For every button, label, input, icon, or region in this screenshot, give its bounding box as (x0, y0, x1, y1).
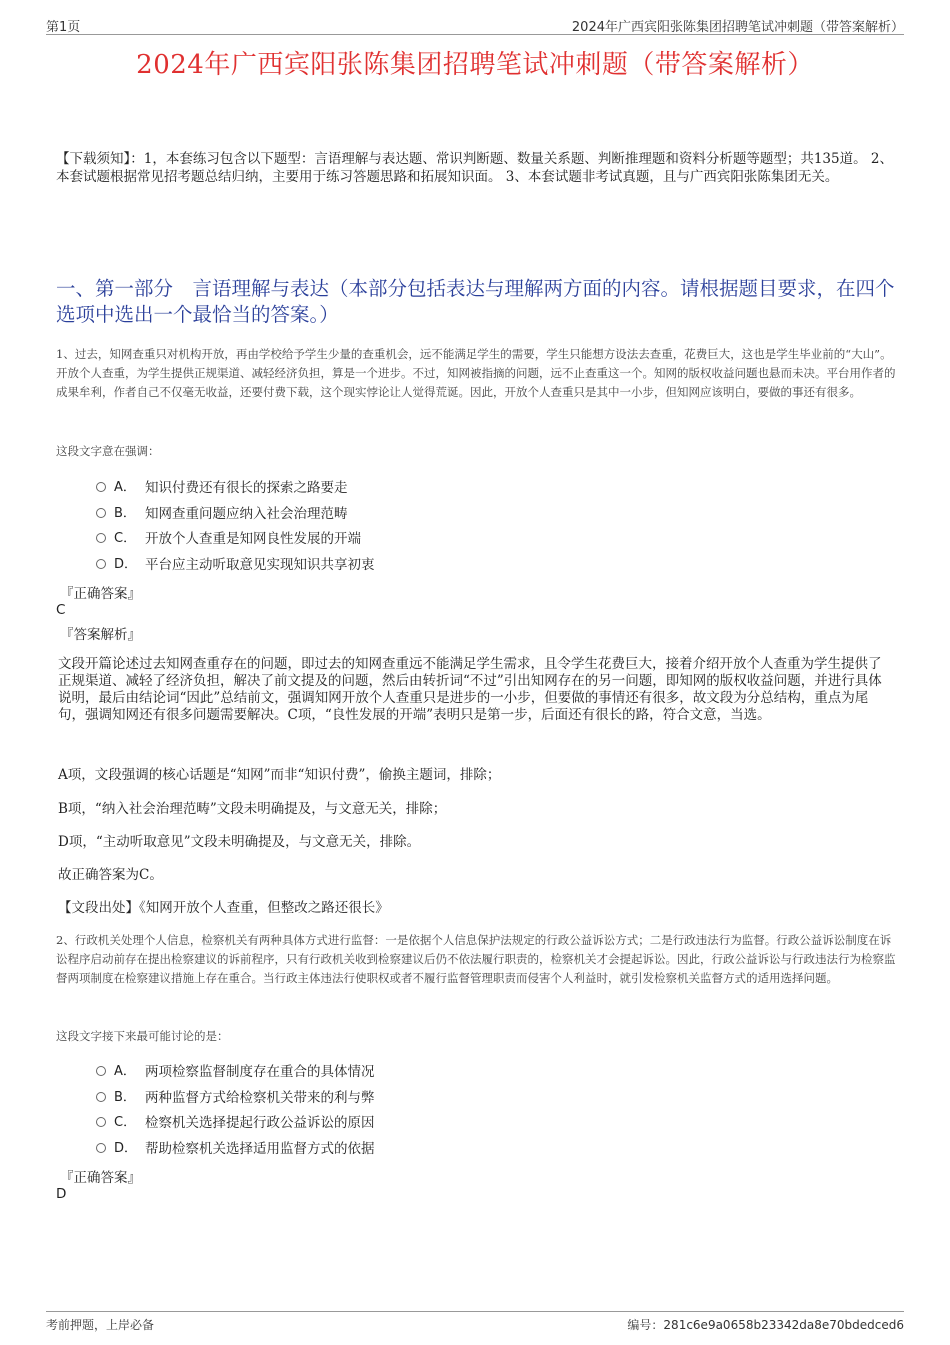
option-text: 知识付费还有很长的探索之路要走 (145, 480, 348, 496)
download-notice: 【下载须知】：1，本套练习包含以下题型：言语理解与表达题、常识判断题、数量关系题、判断推理题和资料分析题等题型；共135道。 2、本套试题根据常见招考题总结归纳，主要用于练习答题思路和拓展知识面。 3、本套试题非考试真题，且与广西宾阳张陈集团无关。 (56, 151, 893, 185)
header-doc-title: 2024年广西宾阳张陈集团招聘笔试冲刺题（带答案解析） (571, 20, 904, 35)
option-text: 检察机关选择提起行政公益诉讼的原因 (145, 1115, 375, 1132)
text-source: 【文段出处】《知网开放个人查重，但整改之路还很长》 (58, 900, 389, 916)
question-1-options (96, 476, 796, 578)
page-header (46, 14, 904, 35)
question-2-options (96, 1060, 796, 1162)
correct-answer: D (56, 1186, 67, 1202)
document-id: 编号：281c6e9a0658b23342da8e70bdedced6 (627, 1318, 904, 1332)
option-text: 开放个人查重是知网良性发展的开端 (145, 531, 361, 548)
question-1-text: 1、过去，知网查重只对机构开放，再由学校给予学生少量的查重机会，远不能满足学生的需要，学生只能想方设法去查重，花费巨大，这也是学生毕业前的“大山”。开放个人查重，为学生提供正规渠道、减轻经济负担，算是一个进步。不过，知网被指摘的问题，远不止查重这一个。知网的版权收益问题也悬而未决。平台用作者的成果牟利，作者自己不仅毫无收益，还要付费下载，这个现实悖论让人觉得荒诞。因此，开放个人查重只是其中一小步，但知网应该明白，要做的事还有很多。 (56, 347, 896, 399)
option-a[interactable] (96, 476, 796, 502)
analysis-line-b: B项，“纳入社会治理范畴”文段未明确提及，与文意无关，排除； (58, 801, 447, 817)
radio-icon[interactable] (96, 482, 106, 492)
option-text: 两种监督方式给检察机关带来的利与弊 (145, 1089, 375, 1106)
radio-icon[interactable] (96, 559, 106, 569)
option-text: 知网查重问题应纳入社会治理范畴 (145, 505, 348, 522)
radio-icon[interactable] (96, 1066, 106, 1076)
page-footer (46, 1311, 904, 1332)
correct-answer: C (56, 602, 66, 618)
option-c[interactable] (96, 527, 796, 553)
radio-icon[interactable] (96, 508, 106, 518)
question-2-prompt: 这段文字接下来最可能讨论的是： (56, 1029, 229, 1043)
option-letter: D． (114, 556, 138, 572)
analysis-line-a: A项，文段强调的核心话题是“知网”而非“知识付费”，偷换主题词，排除； (58, 767, 501, 783)
option-a[interactable] (96, 1060, 796, 1086)
option-d[interactable] (96, 553, 796, 579)
question-2-text: 2、行政机关处理个人信息，检察机关有两种具体方式进行监督：一是依据个人信息保护法规定的行政公益诉讼方式；二是行政违法行为监督。行政公益诉讼制度在诉讼程序启动前存在提出检察建议的诉前程序，只有行政机关收到检察建议后仍不依法履行职责的，检察机关才会提起诉讼。因此，行政公益诉讼与行政违法行为检察监督两项制度在检察建议措施上存在重合。当行政主体违法行使职权或者不履行监督管理职责而侵害个人利益时，就引发检察机关监督方式的适用选择问题。 (56, 933, 896, 985)
answer-analysis: 文段开篇论述过去知网查重存在的问题，即过去的知网查重远不能满足学生需求，且令学生花费巨大，接着介绍开放个人查重为学生提供了正规渠道、减轻了经济负担，解决了前文提及的问题，然后由转折词“不过”引出知网存在的另一问题，即知网的版权收益问题，并进行具体说明，最后由结论词“因此”总结前文，强调知网开放个人查重只是进步的一小步，但要做的事情还有很多，故文段为分总结构，重点为尾句，强调知网还有很多问题需要解决。C项，“良性发展的开端”表明只是第一步，后面还有很长的路，符合文意，当选。 (58, 656, 882, 723)
option-text: 平台应主动听取意见实现知识共享初衷 (145, 556, 375, 573)
option-letter: B． (114, 505, 136, 521)
analysis-conclusion: 故正确答案为C。 (58, 867, 163, 883)
section-heading: 一、第一部分 言语理解与表达（本部分包括表达与理解两方面的内容。请根据题目要求，在四个选项中选出一个最恰当的答案。） (56, 277, 895, 326)
page-number: 第1页 (46, 20, 81, 35)
option-letter: D． (114, 1140, 138, 1156)
question-1-prompt: 这段文字意在强调： (56, 444, 160, 458)
option-letter: B． (114, 1089, 136, 1105)
option-letter: A． (114, 480, 136, 495)
correct-answer-label: 『正确答案』 (60, 1170, 141, 1186)
radio-icon[interactable] (96, 1143, 106, 1153)
analysis-label: 『答案解析』 (60, 627, 141, 643)
option-letter: C． (114, 1115, 137, 1131)
correct-answer-label: 『正确答案』 (60, 586, 141, 602)
option-b[interactable] (96, 1086, 796, 1112)
document-title: 2024年广西宾阳张陈集团招聘笔试冲刺题（带答案解析） (136, 50, 814, 80)
analysis-line-d: D项，“主动听取意见”文段未明确提及，与文意无关，排除。 (58, 834, 421, 850)
option-c[interactable] (96, 1111, 796, 1137)
option-b[interactable] (96, 502, 796, 528)
option-letter: C． (114, 531, 137, 547)
radio-icon[interactable] (96, 1117, 106, 1127)
option-text: 两项检察监督制度存在重合的具体情况 (145, 1064, 375, 1080)
option-letter: A． (114, 1064, 136, 1079)
radio-icon[interactable] (96, 1092, 106, 1102)
option-text: 帮助检察机关选择适用监督方式的依据 (145, 1140, 375, 1157)
option-d[interactable] (96, 1137, 796, 1163)
footer-slogan: 考前押题，上岸必备 (46, 1318, 155, 1332)
radio-icon[interactable] (96, 533, 106, 543)
